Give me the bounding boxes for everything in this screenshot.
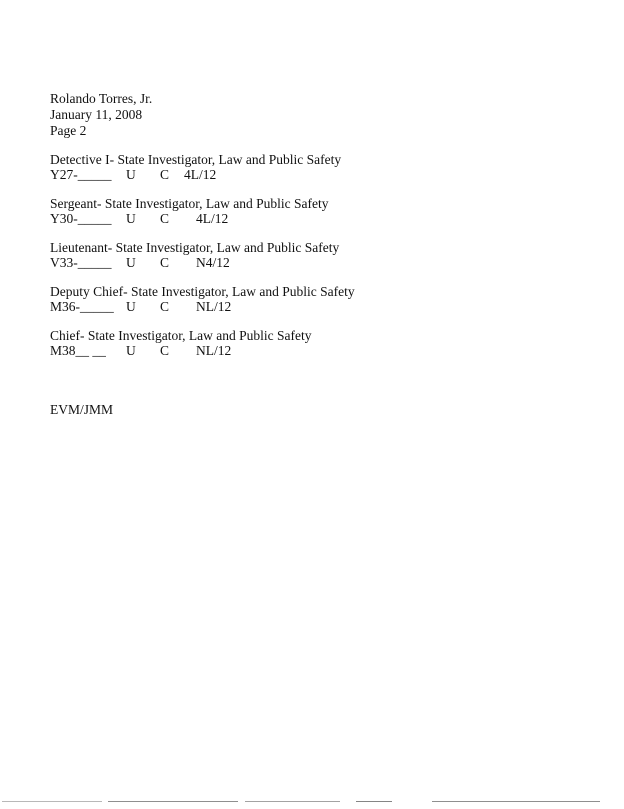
entry-code: Y30-_____ (50, 211, 112, 226)
letter-header (50, 91, 152, 139)
entry-title: Chief- State Investigator, Law and Public Safety (50, 328, 312, 343)
entry-c: C (160, 167, 170, 182)
page-number: Page 2 (50, 123, 87, 138)
title-entry-detective (50, 152, 470, 182)
entry-range: NL/12 (196, 343, 232, 358)
entry-title: Sergeant- State Investigator, Law and Public Safety (50, 196, 329, 211)
scan-artifact-line (356, 801, 392, 802)
recipient-name: Rolando Torres, Jr. (50, 91, 153, 106)
letter-date: January 11, 2008 (50, 107, 143, 122)
title-entry-deputy-chief (50, 284, 470, 314)
entry-code: Y27-_____ (50, 167, 112, 182)
entry-u: U (126, 255, 136, 270)
entry-code: M36-_____ (50, 299, 114, 314)
entry-u: U (126, 167, 136, 182)
title-entry-chief (50, 328, 470, 358)
entry-c: C (160, 299, 170, 314)
scan-artifact-line (245, 801, 340, 802)
entry-range: 4L/12 (196, 211, 229, 226)
entry-code: V33-_____ (50, 255, 112, 270)
entry-title: Lieutenant- State Investigator, Law and Public Safety (50, 240, 340, 255)
entry-range: 4L/12 (184, 167, 217, 182)
scan-artifact-line (2, 801, 102, 802)
entry-c: C (160, 343, 170, 358)
title-entry-sergeant (50, 196, 470, 226)
scan-artifact-line (108, 801, 238, 802)
entry-u: U (126, 343, 136, 358)
entry-range: N4/12 (196, 255, 230, 270)
title-entry-lieutenant (50, 240, 470, 270)
scan-artifact-line (432, 801, 600, 802)
entry-c: C (160, 255, 170, 270)
entry-u: U (126, 211, 136, 226)
entry-code: M38__ __ (50, 343, 106, 358)
entry-title: Detective I- State Investigator, Law and Public Safety (50, 152, 342, 167)
entry-title: Deputy Chief- State Investigator, Law and Public Safety (50, 284, 355, 299)
reference-initials: EVM/JMM (50, 402, 114, 417)
entry-c: C (160, 211, 170, 226)
entry-range: NL/12 (196, 299, 232, 314)
entry-u: U (126, 299, 136, 314)
